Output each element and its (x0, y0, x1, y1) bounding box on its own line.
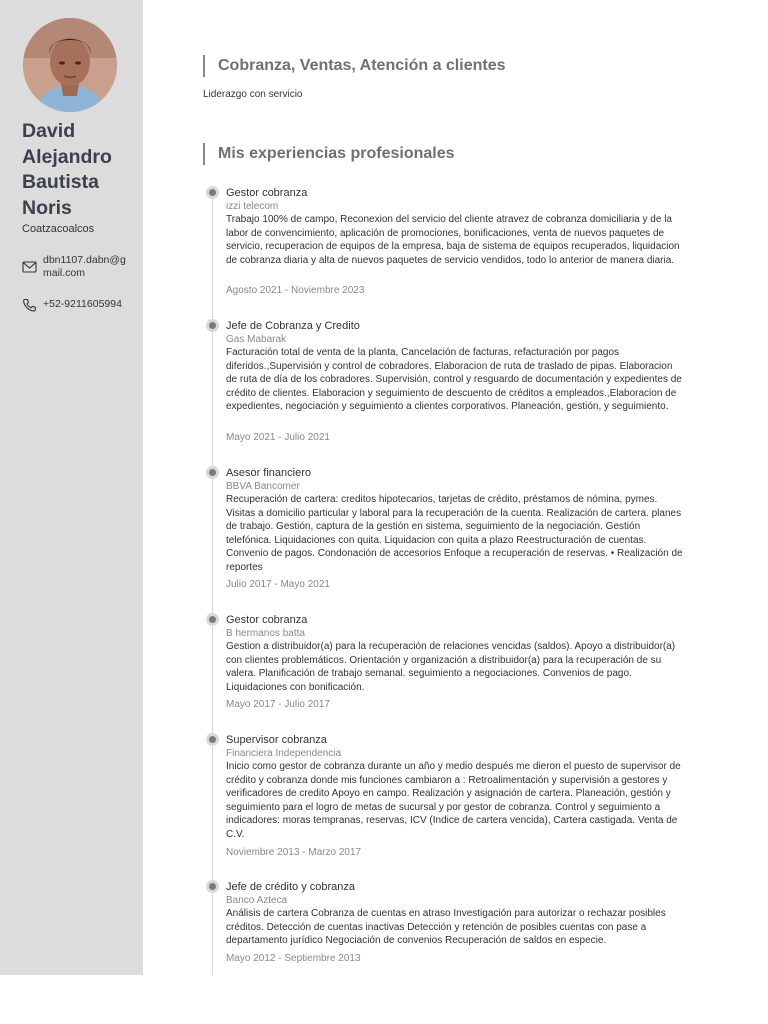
profile-sidebar (0, 0, 143, 975)
job-company: Banco Azteca (226, 895, 288, 906)
timeline-dot (206, 733, 219, 746)
location-city: Coatzacoalcos (22, 223, 95, 235)
timeline-dot (206, 880, 219, 893)
timeline-dot (206, 613, 219, 626)
timeline-dot (206, 466, 219, 479)
job-company: Gas Mabarak (226, 334, 287, 345)
job-description: Análisis de cartera Cobranza de cuentas en atraso Investigación para autorizar o rechazar posibles créditos. Detección de cuentas inactivas Detección y retención de posibles cuentas con pase a departamento jurídico Negociación de convenios Recuperación de saldos en especie. (226, 908, 666, 946)
job-dates: Mayo 2021 - Julio 2021 (226, 432, 330, 443)
name-line: David (22, 120, 76, 142)
job-title: Asesor financiero (226, 467, 311, 479)
job-dates: Mayo 2017 - Julio 2017 (226, 699, 330, 710)
timeline-line (212, 192, 213, 975)
job-description: Gestion a distribuidor(a) para la recuperación de relaciones vencidas (saldos). Apoyo a distribuidor(a) con clientes problemáticos. Orientación y organización a distribuidor(a) para la recuperación de su valera. Planificación de trabajo semanal. seguimiento a negociaciones. Convenios de pago. Liquidaciones con bonificación. (226, 641, 676, 693)
job-company: BBVA Bancomer (226, 481, 300, 492)
job-description: Recuperación de cartera: creditos hipotecarios, tarjetas de crédito, préstamos de nómina, pymes. Visitas a domicilio particular y laboral para la recuperación de la cuenta. Realización de cartera. planes de trabajo. Gestión, captura de la gestión en sistema, seguimiento de la negociación. Gestión telefónica. Liquidaciones con quita. Liquidacion con quita a plazo Reestructuración de cuentas. Convenio de pagos. Condonación de accesorios Enfoque a recuperación de reservas. • Realización de reportes (226, 494, 683, 573)
job-title: Jefe de Cobranza y Credito (226, 320, 360, 332)
phone-icon (22, 298, 37, 312)
headline-subtitle: Liderazgo con servicio (203, 89, 303, 100)
job-description: Facturación total de venta de la planta, Cancelación de facturas, refacturación por pagos diferidos.,Supervisión y control de cobradores. Elaboracion de ruta de traslado de pipas. Elaboracion de ruta de día de los cobradores. Supervisión, control y resguardo de documentación y expedientes de crédito de clientes. Elaboracion y seguimiento de descuento de créditos a empleados.,Elaboracion de expedientes, negociación y seguimiento a clientes corporativos. Planeación, gestión, y seguimiento. (226, 347, 682, 412)
timeline-dot (206, 319, 219, 332)
job-company: B hermanos batta (226, 628, 305, 639)
job-description: Inicio como gestor de cobranza durante un año y medio después me dieron el puesto de supervisor de crédito y cobranza donde mis funciones cambiaron a : Retroalimentación y supervisión a gestores y verificadores de credito Apoyo en campo. Realización y asignación de cartera. Planeación, gestión y seguimiento para el logro de metas de sucursal y por gestor de cobranza. Control y seguimiento a indicadores: moras tempranas, reservas, ICV (Indice de cartera vencida), Cartera castigada. Venta de C.V. (226, 761, 681, 840)
job-description: Trabajo 100% de campo, Reconexion del servicio del cliente atravez de cobranza domiciliaria y de la labor de convencimiento, aplicación de promociones, bonificaciones, venta de nuevos paquetes de servicio, recuperacion de equipos de la empresa, baja de sistema de equipos recuperados, liquidacion de cobranza diaria y alta de nuevos paquetes de servicio vendidos, todo lo anterior de manera diaria. (226, 214, 680, 266)
phone-text[interactable]: +52-9211605994 (43, 298, 122, 310)
headline-title: Cobranza, Ventas, Atención a clientes (203, 55, 506, 77)
email-contact[interactable] (22, 254, 134, 280)
job-title: Gestor cobranza (226, 187, 308, 199)
job-title: Supervisor cobranza (226, 734, 327, 746)
envelope-icon (22, 260, 37, 274)
email-text[interactable]: dbn1107.dabn@gmail.com (43, 254, 126, 279)
experience-heading: Mis experiencias profesionales (203, 143, 455, 165)
job-dates: Mayo 2012 - Septiembre 2013 (226, 953, 361, 964)
job-dates: Agosto 2021 - Noviembre 2023 (226, 285, 365, 296)
name-line: Bautista (22, 171, 99, 193)
profile-photo (23, 18, 117, 112)
job-title: Gestor cobranza (226, 614, 308, 626)
job-company: izzi telecom (226, 201, 279, 212)
job-company: Financiera Independencia (226, 748, 342, 759)
job-title: Jefe de crédito y cobranza (226, 881, 356, 893)
timeline-dot (206, 186, 219, 199)
job-dates: Noviembre 2013 - Marzo 2017 (226, 847, 362, 858)
phone-contact[interactable] (22, 298, 134, 312)
job-dates: Julio 2017 - Mayo 2021 (226, 579, 330, 590)
candidate-name (22, 119, 137, 221)
name-line: Noris (22, 196, 72, 219)
name-line: Alejandro (22, 145, 112, 168)
